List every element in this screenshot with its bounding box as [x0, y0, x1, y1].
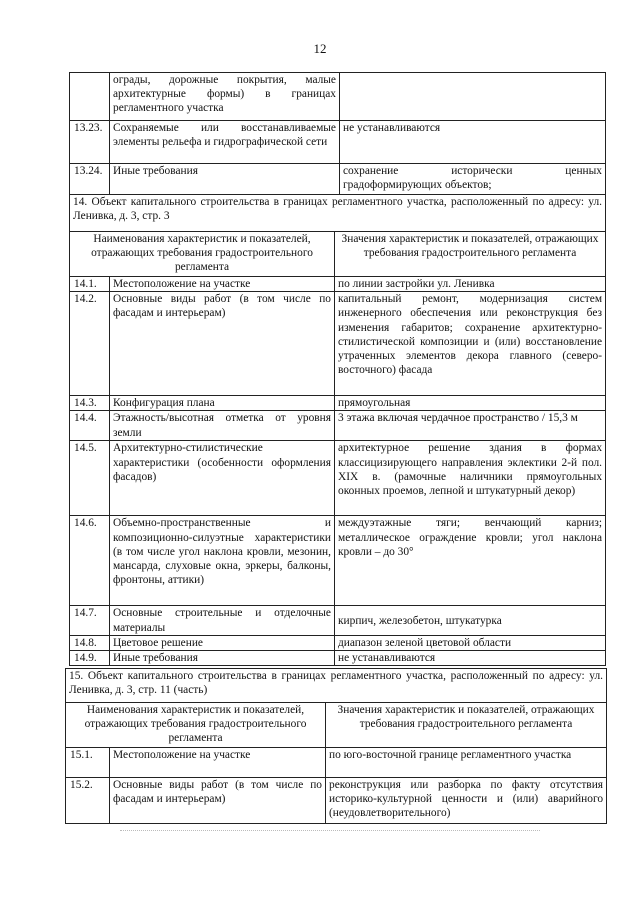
row-number: 15.1.	[66, 748, 110, 778]
page-bottom-edge	[120, 830, 540, 832]
characteristic-value: сохранение исторически ценных градоформирующих объектов;	[340, 164, 606, 195]
table-row	[70, 635, 606, 650]
table-row	[70, 73, 606, 121]
characteristic-name: Иные требования	[110, 651, 335, 666]
table-row	[70, 277, 606, 292]
table-section-15	[65, 668, 607, 824]
table-section-14	[69, 194, 606, 666]
header-right: Значения характеристик и показателей, отражающих требования градостроительного регламента	[326, 703, 607, 748]
header-right: Значения характеристик и показателей, отражающих требования градостроительного регламента	[335, 232, 606, 277]
table-row	[70, 292, 606, 396]
characteristic-name: Местоположение на участке	[110, 277, 335, 292]
characteristic-name: Объемно-пространственные и композиционно-силуэтные характеристики (в том числе угол наклона кровли, мезонин, мансарда, слуховые окна, эркеры, балконы, фронтоны, аттики)	[110, 516, 335, 606]
characteristic-name: Цветовое решение	[110, 635, 335, 650]
table-row	[66, 748, 607, 778]
characteristic-value: по юго-восточной границе регламентного участка	[326, 748, 607, 778]
table-row	[70, 396, 606, 411]
characteristic-name: Местоположение на участке	[110, 748, 326, 778]
table-row	[70, 516, 606, 606]
row-number: 14.2.	[70, 292, 110, 396]
characteristic-name: ограды, дорожные покрытия, малые архитектурные формы) в границах регламентного участка	[110, 73, 340, 121]
row-number: 15.2.	[66, 778, 110, 824]
table-row	[70, 651, 606, 666]
characteristic-value: по линии застройки ул. Ленивка	[335, 277, 606, 292]
characteristic-name: Основные виды работ (в том числе по фасадам и интерьерам)	[110, 292, 335, 396]
characteristic-name: Этажность/высотная отметка от уровня земли	[110, 411, 335, 441]
characteristic-value: реконструкция или разборка по факту отсутствия историко-культурной ценности и (или) аварийного (неудовлетворительного)	[326, 778, 607, 824]
characteristic-value: диапазон зеленой цветовой области	[335, 635, 606, 650]
row-number: 14.9.	[70, 651, 110, 666]
page-number: 12	[313, 41, 327, 56]
table-row	[70, 441, 606, 516]
characteristic-name: Основные виды работ (в том числе по фасадам и интерьерам)	[110, 778, 326, 824]
row-number: 14.1.	[70, 277, 110, 292]
characteristic-value: междуэтажные тяги; венчающий карниз; металлическое ограждение кровли; угол наклона кровли – до 30°	[335, 516, 606, 606]
characteristic-name: Конфигурация плана	[110, 396, 335, 411]
row-number	[70, 73, 110, 121]
row-number: 13.24.	[70, 164, 110, 195]
row-number: 13.23.	[70, 121, 110, 164]
characteristic-value: 3 этажа включая чердачное пространство / 15,3 м	[335, 411, 606, 441]
row-number: 14.6.	[70, 516, 110, 606]
table-row	[70, 164, 606, 195]
row-number: 14.7.	[70, 606, 110, 635]
row-number: 14.4.	[70, 411, 110, 441]
characteristic-name: Иные требования	[110, 164, 340, 195]
table-row	[70, 606, 606, 635]
table-section-13-continuation	[69, 72, 606, 195]
characteristic-value: не устанавливаются	[335, 651, 606, 666]
table-row	[70, 121, 606, 164]
characteristic-name: Архитектурно-стилистические характеристики (особенности оформления фасадов)	[110, 441, 335, 516]
row-number: 14.5.	[70, 441, 110, 516]
section-title-row	[70, 195, 606, 232]
table-header-row	[66, 703, 607, 748]
characteristic-value: прямоугольная	[335, 396, 606, 411]
characteristic-value	[340, 73, 606, 121]
table-row	[70, 411, 606, 441]
header-left: Наименования характеристик и показателей, отражающих требования градостроительного регламента	[70, 232, 335, 277]
row-number: 14.8.	[70, 635, 110, 650]
row-number: 14.3.	[70, 396, 110, 411]
characteristic-value: капитальный ремонт, модернизация систем инженерного обеспечения или реконструкция без изменения габаритов; сохранение архитектурно-стилистической композиции и (или) восстановление утраченных элементов декора главного (северо-восточного) фасада	[335, 292, 606, 396]
characteristic-value: архитектурное решение здания в формах классицизирующего направления эклектики 2-й пол. XIX в. (рамочные наличники прямоугольных оконных проемов, лепной и штукатурный декор)	[335, 441, 606, 516]
section-15-title: 15. Объект капитального строительства в границах регламентного участка, расположенный по адресу: ул. Ленивка, д. 3, стр. 11 (часть)	[66, 669, 607, 703]
table-row	[66, 778, 607, 824]
section-14-title: 14. Объект капитального строительства в границах регламентного участка, расположенный по адресу: ул. Ленивка, д. 3, стр. 3	[70, 195, 606, 232]
table-header-row	[70, 232, 606, 277]
section-title-row	[66, 669, 607, 703]
characteristic-name: Основные строительные и отделочные материалы	[110, 606, 335, 635]
characteristic-name: Сохраняемые или восстанавливаемые элементы рельефа и гидрографической сети	[110, 121, 340, 164]
header-left: Наименования характеристик и показателей, отражающих требования градостроительного регламента	[66, 703, 326, 748]
characteristic-value: не устанавливаются	[340, 121, 606, 164]
characteristic-value: кирпич, железобетон, штукатурка	[335, 606, 606, 635]
